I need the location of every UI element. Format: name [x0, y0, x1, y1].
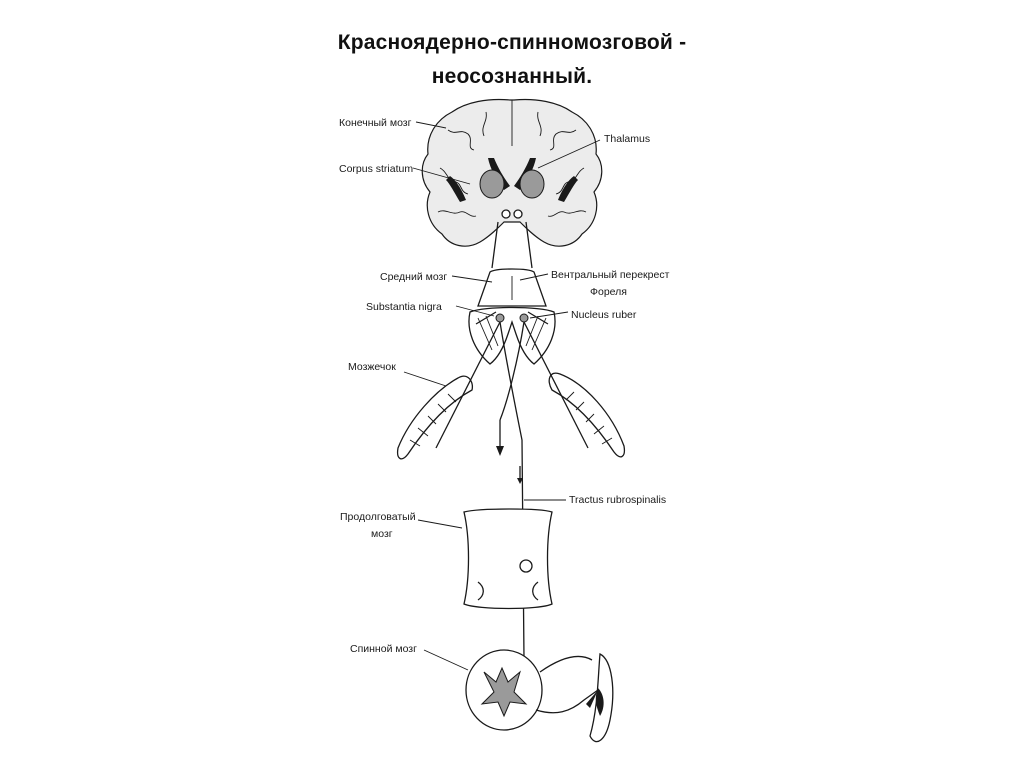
title-line-2: неосознанный. [431, 65, 593, 88]
label-cerebellum: Мозжечок [348, 361, 396, 373]
label-midbrain: Средний мозг [380, 271, 448, 283]
spinal-cord-section [466, 650, 613, 742]
label-thalamus: Thalamus [604, 133, 651, 145]
label-nucleus-ruber: Nucleus ruber [571, 309, 637, 321]
title-line-1: Красноядерно-спинномозговой - [337, 31, 687, 54]
label-medulla-line1: Продолговатый [340, 511, 416, 523]
label-spinal-cord: Спинной мозг [350, 643, 417, 655]
label-substantia-nigra: Substantia nigra [366, 301, 442, 313]
label-tractus-rubrospinalis: Tractus rubrospinalis [569, 494, 667, 506]
label-forel-line2: Фореля [590, 286, 627, 298]
medulla-oblongata [464, 509, 552, 609]
cerebellum-left [398, 376, 473, 459]
tract-fibers [436, 322, 588, 660]
brain-coronal-section [422, 100, 602, 269]
label-forel-line1: Вентральный перекрест [551, 269, 670, 281]
label-telencephalon: Конечный мозг [339, 117, 412, 129]
label-corpus-striatum: Corpus striatum [339, 163, 414, 175]
label-medulla-line2: мозг [371, 528, 393, 540]
